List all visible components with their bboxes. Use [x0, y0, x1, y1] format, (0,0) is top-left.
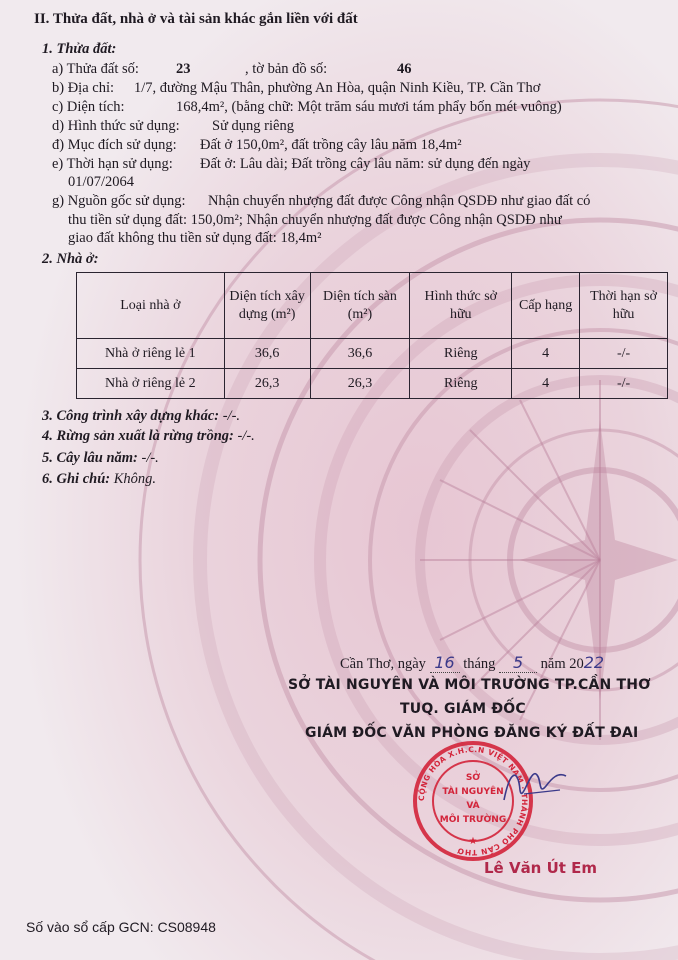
cell-ownership-term: -/-: [580, 369, 668, 399]
section-title: II. Thửa đất, nhà ở và tài sản khác gắn liền với đất: [34, 11, 358, 27]
area-label: c) Diện tích:: [52, 99, 125, 115]
cell-floor-area: 36,6: [310, 339, 410, 369]
house-table: [76, 272, 668, 399]
month-label: tháng: [463, 656, 496, 672]
sign-month: 5: [499, 654, 537, 673]
purpose-value: Đất ở 150,0m², đất trồng cây lâu năm 18,4m²: [200, 137, 462, 153]
other-works-value: -/-.: [222, 408, 241, 424]
notes-label: 6. Ghi chú:: [42, 471, 111, 487]
map-number: 46: [397, 61, 412, 77]
col-ownership-form: Hình thức sở hữu: [410, 273, 512, 339]
stamp-ring-text: CỘNG HÒA X.H.C.N VIỆT NAM · THÀNH PHỐ CẦN THƠ: [416, 744, 530, 858]
year-label: năm 20: [540, 656, 584, 672]
address-label: b) Địa chỉ:: [52, 80, 115, 96]
cell-build-area: 26,3: [224, 369, 310, 399]
stamp-center-line2: TÀI NGUYÊN: [442, 787, 504, 797]
house-table-header: [77, 273, 668, 339]
address-value: 1/7, đường Mậu Thân, phường An Hòa, quận Ninh Kiều, TP. Cần Thơ: [134, 80, 541, 96]
table-row: [77, 339, 668, 369]
col-floor-area: Diện tích sàn (m²): [310, 273, 410, 339]
cell-grade: 4: [512, 339, 580, 369]
tuq-director: TUQ. GIÁM ĐỐC: [400, 701, 526, 717]
notes-line: [42, 470, 156, 488]
place-date: [340, 654, 604, 673]
cell-house-type: Nhà ở riêng lẻ 1: [77, 339, 225, 369]
cell-build-area: 36,6: [224, 339, 310, 369]
term-value-line1: Đất ở: Lâu dài; Đất trồng cây lâu năm: sử dụng đến ngày: [200, 156, 531, 172]
house-heading: 2. Nhà ở:: [42, 251, 99, 267]
origin-value-line3: giao đất không thu tiền sử dụng đất: 18,4m²: [68, 230, 322, 246]
parcel-number: 23: [176, 61, 191, 77]
other-works-line: [42, 407, 240, 425]
stamp-center-line4: MÔI TRƯỜNG: [439, 815, 507, 825]
cell-grade: 4: [512, 369, 580, 399]
office-director: GIÁM ĐỐC VĂN PHÒNG ĐĂNG KÝ ĐẤT ĐAI: [305, 725, 639, 741]
registry-label: Số vào sổ cấp GCN:: [26, 919, 154, 935]
planted-forest-label: 4. Rừng sản xuất là rừng trồng:: [42, 428, 234, 444]
signer-name: Lê Văn Út Em: [484, 859, 598, 877]
planted-forest-value: -/-.: [237, 428, 255, 444]
registry-number: CS08948: [157, 919, 216, 935]
perennial-trees-value: -/-.: [141, 450, 159, 466]
sign-year-suffix: 22: [583, 653, 605, 672]
stamp-center-line3: VÀ: [466, 801, 480, 811]
stamp-center-line1: SỞ: [465, 773, 481, 783]
sign-day: 16: [430, 654, 460, 673]
parcel-label: a) Thửa đất số:: [52, 61, 139, 77]
col-ownership-term: Thời hạn sở hữu: [580, 273, 668, 339]
planted-forest-line: [42, 427, 255, 445]
notes-value: Không.: [113, 471, 157, 487]
use-form-label: d) Hình thức sử dụng:: [52, 118, 180, 134]
purpose-label: đ) Mục đích sử dụng:: [52, 137, 177, 153]
origin-value-line2: thu tiền sử dụng đất: 150,0m²; Nhận chuyển nhượng đất được Công nhận QSDĐ như: [68, 212, 562, 228]
cell-ownership-form: Riêng: [410, 339, 512, 369]
registry-line: [26, 918, 216, 936]
stamp-star-icon: ★: [468, 836, 478, 847]
cell-house-type: Nhà ở riêng lẻ 2: [77, 369, 225, 399]
cell-floor-area: 26,3: [310, 369, 410, 399]
cell-ownership-term: -/-: [580, 339, 668, 369]
table-row: [77, 369, 668, 399]
term-value-line2: 01/07/2064: [68, 174, 135, 190]
signature: [500, 760, 570, 810]
cell-ownership-form: Riêng: [410, 369, 512, 399]
perennial-trees-line: [42, 449, 159, 467]
col-grade: Cấp hạng: [512, 273, 580, 339]
place-date-prefix: Cần Thơ, ngày: [340, 656, 426, 672]
land-heading: 1. Thửa đất:: [42, 41, 117, 57]
other-works-label: 3. Công trình xây dựng khác:: [42, 408, 220, 424]
perennial-trees-label: 5. Cây lâu năm:: [42, 450, 138, 466]
col-house-type: Loại nhà ở: [77, 273, 225, 339]
use-form-value: Sử dụng riêng: [212, 118, 294, 134]
origin-value-line1: Nhận chuyển nhượng đất được Công nhận QSDĐ như giao đất có: [208, 193, 591, 209]
col-build-area: Diện tích xây dựng (m²): [224, 273, 310, 339]
area-value: 168,4m², (bằng chữ: Một trăm sáu mươi tám phẩy bốn mét vuông): [176, 99, 562, 115]
issuing-authority: SỞ TÀI NGUYÊN VÀ MÔI TRƯỜNG TP.CẦN THƠ: [288, 677, 651, 693]
origin-label: g) Nguồn gốc sử dụng:: [52, 193, 186, 209]
term-label: e) Thời hạn sử dụng:: [52, 156, 173, 172]
map-label: , tờ bản đồ số:: [245, 61, 328, 77]
